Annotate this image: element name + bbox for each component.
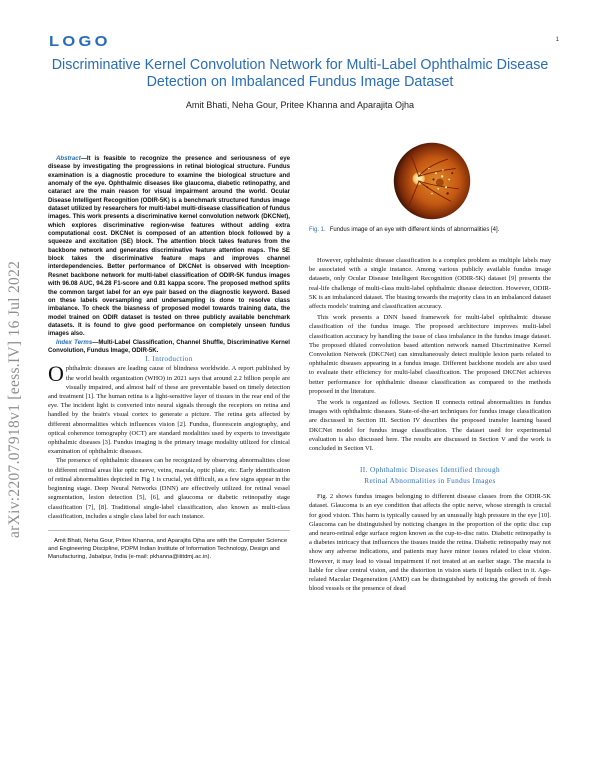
- index-terms-lead: Index Terms: [56, 338, 93, 346]
- paper-title: Discriminative Kernel Convolution Network for Multi-Label Ophthalmic Disease Detection on Imbalanced Fundus Image Dataset: [51, 57, 549, 90]
- author-list: Amit Bhati, Neha Gour, Pritee Khanna and Aparajita Ojha: [185, 100, 415, 110]
- section-2-heading-line-2: Retinal Abnormalities in Fundus Images: [364, 477, 496, 486]
- left-column: [48, 155, 290, 561]
- section-heading-ophthalmic-diseases: [309, 465, 551, 487]
- journal-logo: LOGO: [49, 33, 111, 50]
- right-paragraph-4: Fig. 2 shows fundus images belonging to different disease classes from the ODIR-5K dataset. Glaucoma is an eye condition that affects the optic nerve, whose strength is crucial for good vision. This harm is typically caused by an unusually high pressure in the eye [10]. Glaucoma can be distinguished by noticing changes in the proportion of the optic disc cup and neuro-retinal edge surface region known as the cup-to-disc ratio. Diabetic retinopathy is a diabetes intricacy that influences the tissues inside the retina. Diabetic retinopathy may not show any adverse indications, and patients may have minor issues related to clear vision. However, it may lead to visual impairment if not treated at an earlier stage. The macula is liable for clear central vision, and the distortion in vision starts if liquids collect in it. Age-related Macular Degeneration (AMD) can be distinguished by noticing the growth of fresh blood vessels or the presence of dead: [309, 493, 551, 593]
- abstract: [48, 155, 290, 339]
- right-paragraph-2: This work presents a DNN based framework for multi-label ophthalmic disease classification of the fundus image. The proposed architecture improves multi-label classification accuracy by handling the issue of class imbalance in the fundus image dataset. The proposed dilated convolution based attention network named Discriminative Kernel Convolution Network (DKCNet) can simultaneously detect multiple lesion parts related to ophthalmic diseases appearing in a fundus image. Different backbone models are also used to evaluate their efficiency for multi-label classification. The proposed DKCNet achieves better performance for ophthalmic disease classification as compared to the methods proposed in the literature.: [309, 314, 551, 395]
- right-paragraph-1: However, ophthalmic disease classification is a complex problem as multiple labels may be associated with a single instance. Among various publicly available fundus image datasets, only Ocular Disease Intelligent Recognition (ODIR-5K) dataset [9] presents the real-life challenge of multi-class multi-label ophthalmic disease detection. However, ODIR-5K is an imbalanced dataset. The biasing towards the majority class in an imbalanced dataset affects models' training and classification accuracy.: [309, 257, 551, 311]
- intro-paragraph-1: [48, 361, 290, 456]
- section-heading-introduction: I. Introduction: [145, 355, 193, 364]
- right-column: [309, 142, 551, 594]
- arxiv-stamp: arXiv:2207.07918v1 [eess.IV] 16 Jul 2022: [6, 260, 23, 538]
- index-terms-text: —Multi-Label Classification, Channel Shuffle, Discriminative Kernel Convolution, Fundus Image, ODIR-5K.: [48, 338, 290, 354]
- drop-cap: O: [48, 361, 64, 387]
- abstract-text: —It is feasible to recognize the presence and seriousness of eye disease by investigating the progressions in retinal biological structure. Fundus examination is a diagnostic procedure to examine the biological structure and anomaly of the eye. Ophthalmic diseases like glaucoma, diabetic retinopathy, and cataract are the main reason for visual impairment around the world. Ocular Disease Intelligent Recognition (ODIR-5K) is a benchmark structured fundus image dataset utilized by researchers for multi-label multi-disease classification of fundus images. This work presents a discriminative kernel convolution network (DKCNet), which explores discriminative region-wise features without adding extra computational cost. DKCNet is composed of an attention block followed by a squeeze and excitation (SE) block. The attention block takes features from the backbone network and generates discriminative feature attention maps. The SE block takes the discriminative feature maps and improves channel interdependencies. Better performance of DKCNet is observed with Inception-Resnet backbone network for multi-label classification of ODIR-5K fundus images with 96.08 AUC, 94.28 F1-score and 0.81 kappa score. The proposed method splits the common target label for an eye pair based on the diagnostic keyword. Based on these labels oversampling and undersampling is done to resolve class imbalance. To check the biasness of proposed model towards training data, the model trained on ODIR dataset is tested on three publicly available benchmark datasets. It is found to give good performance on completely unseen fundus images also.: [48, 155, 290, 338]
- figure-1-caption: [309, 226, 551, 234]
- intro-paragraph-1-text: phthalmic diseases are leading cause of blindness worldwide. A report published by the world health organization (WHO) in 2021 says that around 2.2 billion people are visually impaired, and almost half of these are preventable based on timely detection and treatment [1]. The human retina is a light-sensitive layer of tissues in the rear end of the eye. The incident light is converted into neural signals through the receptors on retina and handled by the brain's visual cortex to generate a picture. The retina gets affected by different abnormalities which influences vision [2]. Fundus, fluorescein angiography, and optical coherence tomography (OCT) are standard modalities used by experts to investigate ophthalmic diseases [3]. Fundus imaging is the primary image modality utilized for clinical examination of ophthalmic diseases.: [48, 365, 290, 456]
- fundus-image: [393, 142, 471, 220]
- right-paragraph-3: The work is organized as follows. Section II connects retinal abnormalities in fundus images with ophthalmic diseases. State-of-the-art techniques for fundus image classification are discussed in Section III. Section IV describes the proposed transfer learning based DKCNet model for fundus image classification. The dataset used for experimental evaluation is also discussed here. The results are discussed in Section V and the work is concluded in Section VI.: [309, 399, 551, 453]
- page-number: 1: [555, 37, 559, 43]
- author-affiliation-footnote: Amit Bhati, Neha Gour, Pritee Khanna, and Aparajita Ojha are with the Computer Science and Engineering Discipline, PDPM Indian Institute of Information Technology, Design and Manufacturing, Jabalpur, India (e-mail: pkhanna@iiitdmj.ac.in).: [48, 530, 290, 561]
- figure-1-label: Fig. 1.: [309, 227, 326, 233]
- figure-1-caption-text: Fundus image of an eye with different kinds of abnormalities [4].: [329, 227, 500, 233]
- intro-paragraph-2: The presence of ophthalmic diseases can be recognized by observing abnormalities close to different retinal areas like optic nerve, veins, macula, optic plate, etc. Early identification of retinal abnormalities depicted in Fig 1 is crucial, yet difficult, as a few signs appear in the beginning stage. Deep Neural Networks (DNN) are effectively utilized for retinal vessel segmentation, lesion detection [5], [6], and glaucoma or diabetic retinopathy stage classification [7], [8]. Traditional single-label classification, also known as multi-class classification, includes a single class label for each instance.: [48, 457, 290, 520]
- index-terms: [48, 339, 290, 356]
- figure-1: [309, 142, 551, 254]
- abstract-lead: Abstract: [56, 155, 81, 162]
- section-2-heading-line-1: II. Ophthalmic Diseases Identified through: [360, 466, 500, 475]
